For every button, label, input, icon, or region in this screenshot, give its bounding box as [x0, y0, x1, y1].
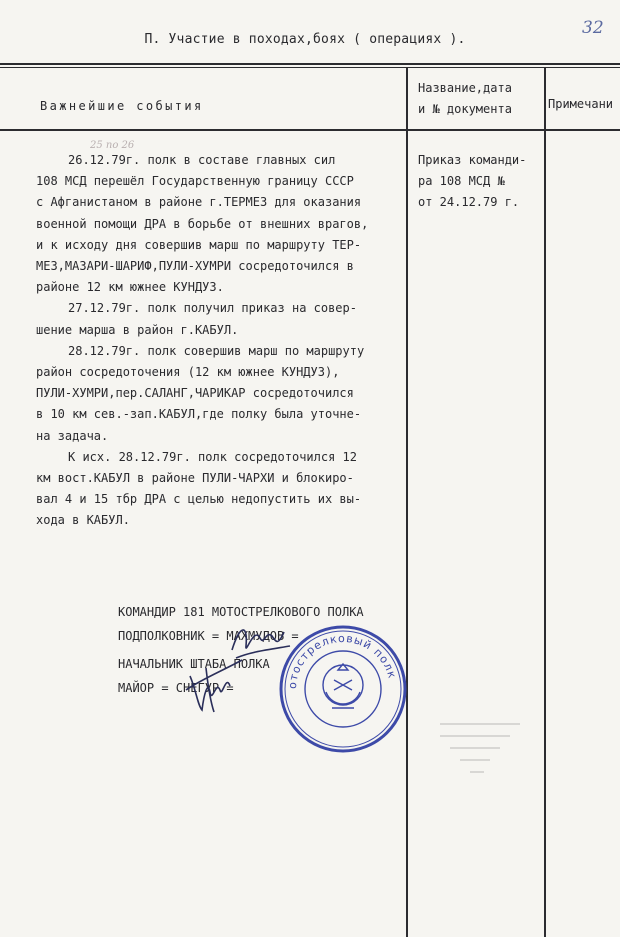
event-line: в 10 км сев.-зап.КАБУЛ,где полку была уточне-	[36, 407, 362, 422]
events-column	[36, 150, 408, 532]
event-line: район сосредоточения (12 км южнее КУНДУЗ),	[36, 365, 340, 380]
official-stamp	[276, 622, 410, 756]
bleed-through-marks	[440, 718, 530, 788]
document-reference-line: Приказ команди-	[418, 153, 527, 167]
event-line: военной помощи ДРА в борьбе от внешних врагов,	[36, 216, 369, 231]
event-line: шение марша в район г.КАБУЛ.	[36, 322, 239, 337]
chief-of-staff-signature	[180, 650, 250, 716]
section-title: П. Участие в походах,боях ( операциях ).	[144, 32, 466, 47]
event-line: вал 4 и 15 тбр ДРА с целью недопустить их вы-	[36, 492, 362, 507]
signature-line: КОМАНДИР 181 МОТОСТРЕЛКОВОГО ПОЛКА	[118, 605, 364, 619]
header-document-line: Название,дата	[418, 81, 512, 95]
event-entry	[36, 447, 408, 532]
table-top-border	[0, 63, 620, 65]
document-reference-line: от 24.12.79 г.	[418, 195, 520, 210]
signature-line: ПОДПОЛКОВНИК = МАХМУДОВ =	[118, 629, 299, 643]
table-top-border-inner	[0, 67, 620, 68]
event-line: с Афганистаном в районе г.ТЕРМЕЗ для оказания	[36, 195, 362, 210]
event-line: ПУЛИ-ХУМРИ,пер.САЛАНГ,ЧАРИКАР сосредоточился	[36, 386, 354, 401]
document-reference	[418, 150, 526, 214]
event-line: МЕЗ,МАЗАРИ-ШАРИФ,ПУЛИ-ХУМРИ сосредоточился в	[36, 259, 354, 274]
signature-line: НАЧАЛЬНИК ШТАБА ПОЛКА	[118, 657, 270, 671]
header-document-line: и № документа	[418, 102, 512, 116]
event-entry	[36, 298, 408, 340]
header-notes: Примечани	[548, 97, 614, 111]
event-line: 26.12.79г. полк в составе главных сил	[68, 153, 336, 167]
event-entry	[36, 341, 408, 447]
event-line: 27.12.79г. полк получил приказ на совер-	[68, 301, 357, 316]
column-divider-notes	[544, 68, 546, 937]
document-reference-line: ра 108 МСД №	[418, 174, 505, 189]
event-entry	[36, 150, 408, 298]
event-line: 28.12.79г. полк совершив марш по маршруту	[68, 343, 365, 358]
header-document	[418, 78, 512, 120]
event-line: 108 МСД перешёл Государственную границу СССР	[36, 174, 354, 189]
stamp-text: отострелковый полк	[285, 631, 399, 690]
event-line: на задача.	[36, 428, 109, 443]
page-number: 32	[582, 18, 604, 38]
header-events: Важнейшие события	[40, 99, 204, 113]
event-line: и к исходу дня совершив марш по маршруту ТЕР-	[36, 237, 362, 252]
signature-line: МАЙОР = СНЕГУР =	[118, 681, 234, 695]
emblem-icon	[323, 664, 363, 708]
pencil-note: 25 по 26	[90, 140, 135, 151]
event-line: К исх. 28.12.79г. полк сосредоточился 12	[68, 449, 357, 464]
event-line: хода в КАБУЛ.	[36, 513, 130, 528]
header-bottom-border	[0, 129, 620, 131]
event-line: районе 12 км южнее КУНДУЗ.	[36, 280, 224, 295]
event-line: км вост.КАБУЛ в районе ПУЛИ-ЧАРХИ и блокиро-	[36, 471, 354, 486]
